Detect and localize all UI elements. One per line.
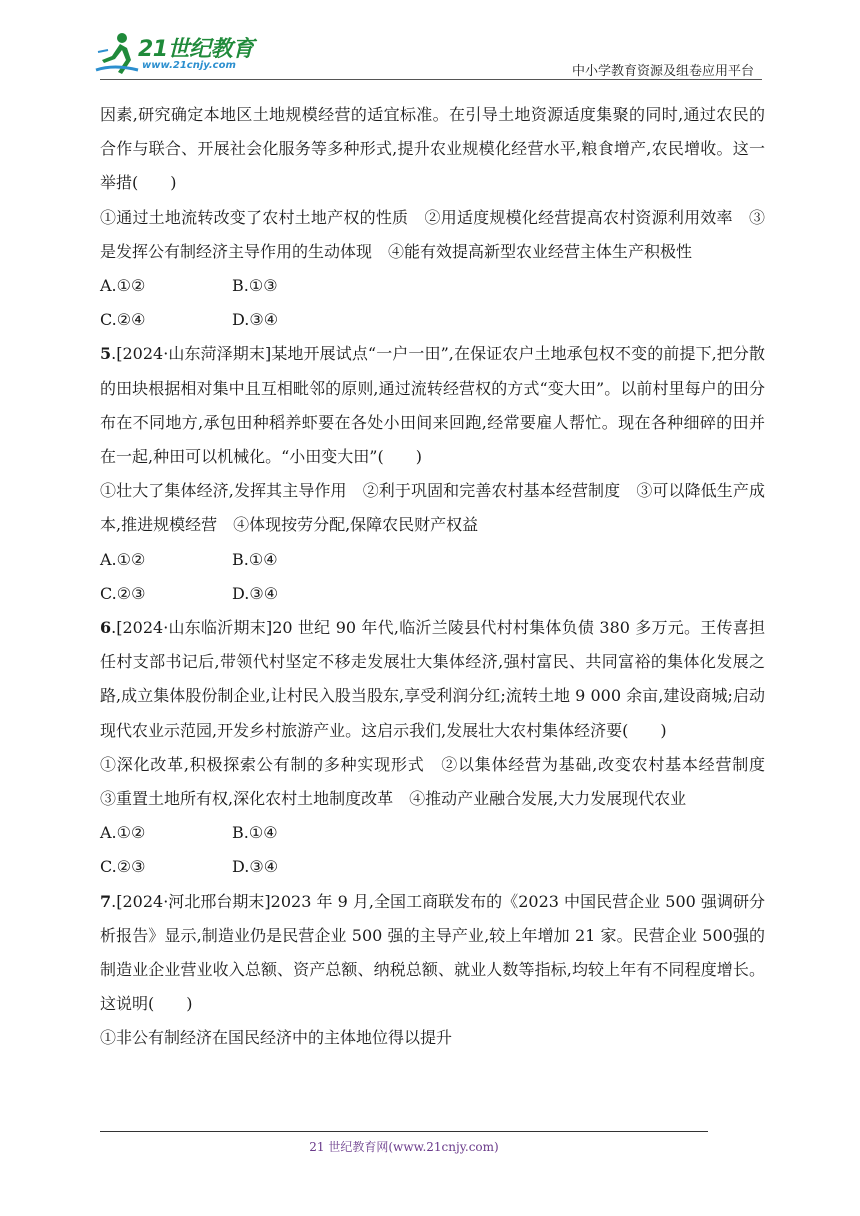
q6-stem [100,611,765,748]
q5-statements: ①壮大了集体经济,发挥其主导作用 ②利于巩固和完善农村基本经营制度 ③可以降低生产成本,推进规模经营 ④体现按劳分配,保障农民财产权益 [100,481,765,535]
q4-statements: ①通过土地流转改变了农村土地产权的性质 ②用适度规模化经营提高农村资源利用效率 ③是发挥公有制经济主导作用的生动体现 ④能有效提高新型农业经营主体生产积极性 [100,207,765,261]
q7-stem [100,885,765,1022]
q5-option-a: A.①② [100,549,146,569]
q5-stem-text: .[2024·山东菏泽期末]某地开展试点“一户一田”,在保证农户土地承包权不变的前提下,把分散的田块根据相对集中且互相毗邻的原则,通过流转经营权的方式“变大田”。以前村里每户的田分布在不同地方,承包田种稻养虾要在各处小田间来回跑,经常要雇人帮忙。现在各种细碎的田并在一起,种田可以机械化。“小田变大田”( ) [100,344,765,466]
exam-content [100,98,782,1056]
q5-number: 5 [100,344,112,364]
q4-options-row-2 [100,303,765,337]
q5-options-row-2 [100,577,765,611]
q6-option-c: C.②③ [100,857,146,877]
header-divider [100,79,762,80]
q6-option-d: D.③④ [232,857,279,877]
footer-text: 21 世纪教育网(www.21cnjy.com) [309,1140,499,1154]
q5-options-row-1 [100,543,765,577]
page-header [0,0,860,90]
q6-statements: ①深化改革,积极探索公有制的多种实现形式 ②以集体经营为基础,改变农村基本经营制度 ③重置土地所有权,深化农村土地制度改革 ④推动产业融合发展,大力发展现代农业 [100,754,782,808]
q6-option-a: A.①② [100,823,146,843]
platform-title: 中小学教育资源及组卷应用平台 [571,64,754,79]
q4-option-d: D.③④ [232,310,279,330]
q4-option-a: A.①② [100,276,146,296]
runner-logo-icon [92,30,142,76]
q5-option-b: B.①④ [232,549,278,569]
logo-brand-text: 21世纪教育 [138,37,254,62]
q7-stem-text: .[2024·河北邢台期末]2023 年 9 月,全国工商联发布的《2023 中国民营企业 500 强调研分析报告》显示,制造业仍是民营企业 500 强的主导产业,较上年增加 21 家。民营企业 500强的制造业企业营业收入总额、资产总额、纳税总额、就业人数等指标,均较上年有不同程度增长。这说明( ) [100,891,765,1014]
q6-stem-text: .[2024·山东临沂期末]20 世纪 90 年代,临沂兰陵县代村村集体负债 380 多万元。王传喜担任村支部书记后,带领代村坚定不移走发展壮大集体经济,强村富民、共同富裕的集体化发展之路,成立集体股份制企业,让村民入股当股东,享受利润分红;流转土地 9 000 余亩,建设商城;启动现代农业示范园,开发乡村旅游产业。这启示我们,发展壮大农村集体经济要( ) [100,617,765,740]
q6-options-row-1 [100,816,765,850]
logo-url-text: www.21cnjy.com [142,60,236,71]
q6-number: 6 [100,617,112,637]
q6-option-b: B.①④ [232,823,278,843]
q4-option-c: C.②④ [100,310,146,330]
q7-number: 7 [100,891,112,911]
q6-options-row-2 [100,850,765,884]
q5-option-c: C.②③ [100,583,146,603]
q5-option-d: D.③④ [232,583,279,603]
q4-option-b: B.①③ [232,276,278,296]
logo [92,30,272,80]
q4-stem: 因素,研究确定本地区土地规模经营的适宜标准。在引导土地资源适度集聚的同时,通过农民的合作与联合、开展社会化服务等多种形式,提升农业规模化经营水平,粮食增产,农民增收。这一举措( ) [100,105,765,193]
footer-divider [100,1131,708,1132]
q4-options-row-1 [100,269,765,303]
q7-statement-1: ①非公有制经济在国民经济中的主体地位得以提升 [100,1028,453,1048]
q5-stem [100,337,765,474]
